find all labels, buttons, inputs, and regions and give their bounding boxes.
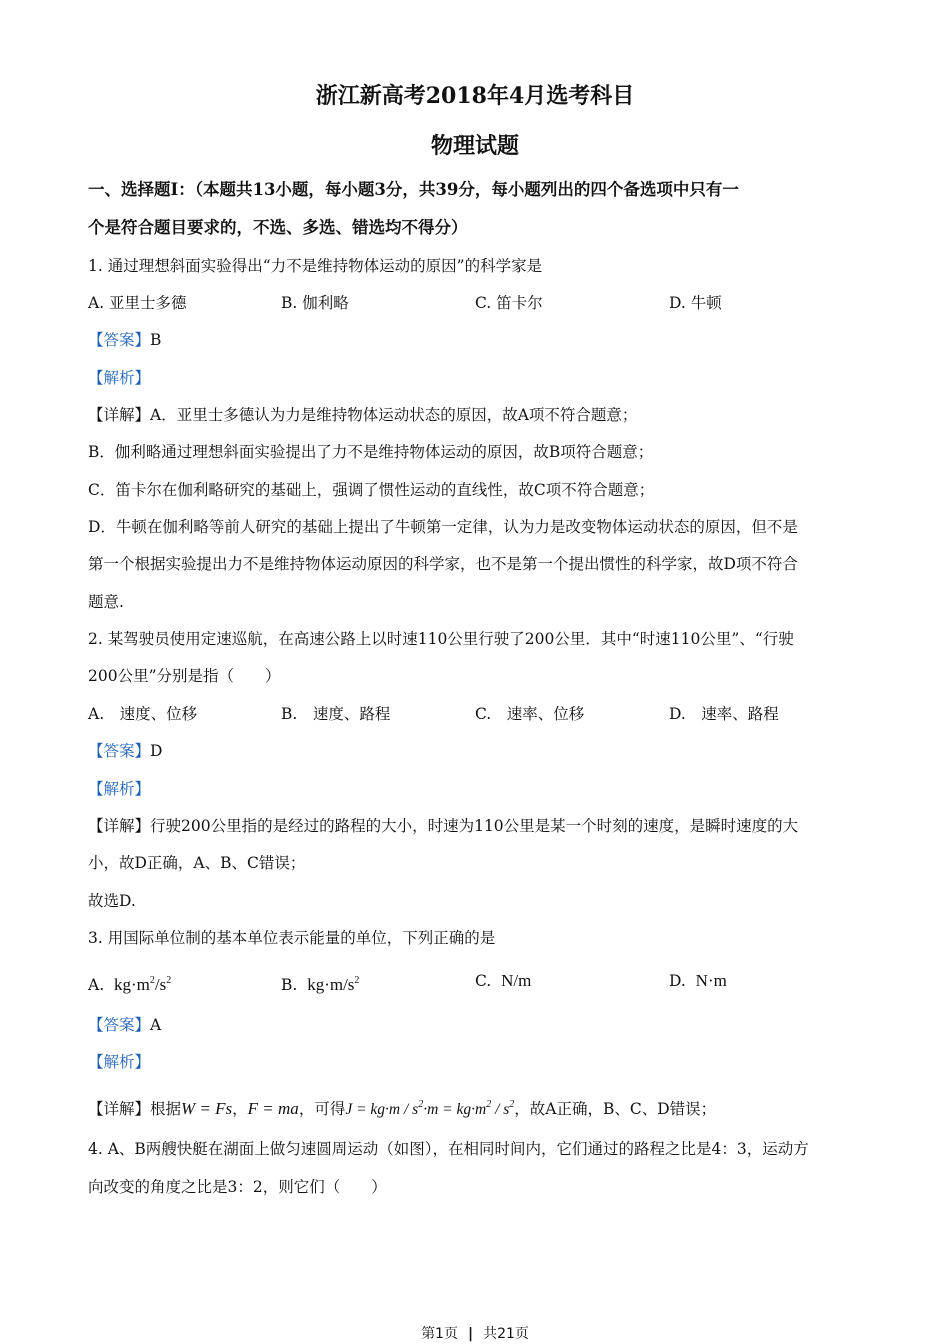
q2-detail-line3: 故选D.	[88, 892, 136, 910]
q3-detail	[88, 1095, 716, 1120]
formula-newton: F = ma	[247, 1099, 299, 1118]
detail-text: ，可得	[298, 1100, 346, 1118]
q3-option-d	[669, 971, 727, 991]
q1-answer-value: B	[150, 331, 162, 349]
unit-expression	[307, 975, 359, 994]
q3-answer-value: A	[150, 1016, 162, 1034]
option-letter: D.	[669, 972, 686, 990]
unit-exponent: 2	[166, 975, 172, 986]
q1-stem: 1. 通过理想斜面实验得出“力不是维持物体运动的原因”的科学家是	[88, 257, 543, 275]
q1-option-a: A. 亚里士多德	[88, 294, 187, 312]
q2-stem-line1: 2. 某驾驶员使用定速巡航，在高速公路上以时速110公里行驶了200公里．其中“时速110公里”、“行驶	[88, 630, 794, 648]
formula-joule	[345, 1101, 514, 1118]
q2-detail-line1: 【详解】行驶200公里指的是经过的路程的大小，时速为110公里是某一个时刻的速度，是瞬时速度的大	[88, 817, 799, 835]
q2-analysis-label: 【解析】	[88, 780, 151, 798]
q4-stem-line1: 4. A、B两艘快艇在湖面上做匀速圆周运动（如图），在相同时间内，它们通过的路程之比是4：3，运动方	[88, 1140, 809, 1158]
option-letter: B.	[281, 976, 298, 994]
q1-detail-1: B．伽利略通过理想斜面实验提出了力不是维持物体运动的原因，故B项符合题意；	[88, 443, 654, 461]
q4-stem-line2: 向改变的角度之比是3：2，则它们（ ）	[88, 1178, 387, 1196]
unit-base: kg·m/s	[307, 975, 355, 994]
detail-text: ，故A正确，B、C、D错误；	[514, 1100, 717, 1118]
unit-base: kg·m	[113, 975, 150, 994]
q3-option-c	[475, 971, 531, 991]
answer-label: 【答案】	[88, 1016, 151, 1034]
q1-detail-2: C．笛卡尔在伽利略研究的基础上，强调了惯性运动的直线性，故C项不符合题意；	[88, 481, 655, 499]
exam-subject: 物理试题	[430, 133, 519, 159]
answer-label: 【答案】	[88, 331, 151, 349]
formula-part: ·m = kg·m	[423, 1101, 487, 1118]
unit-denominator: /s	[154, 975, 167, 994]
q2-stem-line2: 200公里”分别是指（ ）	[88, 667, 281, 685]
q1-detail-4: 第一个根据实验提出力不是维持物体运动原因的科学家，也不是第一个提出惯性的科学家，故D项不符合	[88, 555, 798, 573]
q1-answer-row	[88, 330, 161, 350]
detail-text: ，	[232, 1100, 248, 1118]
q2-answer-value: D	[150, 742, 163, 760]
formula-part: J = kg·m / s	[345, 1101, 419, 1118]
page-number: 第1页	[421, 1326, 458, 1342]
detail-text: 【详解】根据	[88, 1100, 182, 1118]
q3-option-b	[281, 971, 359, 995]
formula-work: W = Fs	[181, 1099, 233, 1118]
q1-detail-0: 【详解】A．亚里士多德认为力是维持物体运动状态的原因，故A项不符合题意；	[88, 406, 638, 424]
unit-expression: N·m	[695, 971, 727, 990]
q1-detail-3: D．牛顿在伽利略等前人研究的基础上提出了牛顿第一定律，认为力是改变物体运动状态的原因，但不是	[88, 518, 798, 536]
formula-exponent: 2	[486, 1099, 492, 1110]
q2-detail-line2: 小，故D正确，A、B、C错误；	[88, 854, 306, 872]
formula-exponent: 2	[418, 1099, 424, 1110]
q2-option-b: B. 速度、路程	[281, 705, 391, 723]
q2-option-c: C. 速率、位移	[475, 705, 585, 723]
footer-separator: |	[467, 1326, 474, 1342]
q1-detail-5: 题意.	[88, 593, 124, 611]
unit-expression: N/m	[501, 971, 532, 990]
q2-answer-row	[88, 741, 162, 761]
q3-answer-row	[88, 1015, 161, 1035]
q2-option-a: A. 速度、位移	[88, 705, 198, 723]
q1-option-b: B. 伽利略	[281, 294, 349, 312]
q2-option-d: D. 速率、路程	[669, 705, 779, 723]
page-footer	[0, 1323, 950, 1343]
unit-exponent: 2	[354, 975, 360, 986]
formula-part: / s	[491, 1101, 510, 1118]
q3-stem: 3. 用国际单位制的基本单位表示能量的单位，下列正确的是	[88, 929, 496, 947]
option-letter: A.	[88, 976, 105, 994]
page-total: 共21页	[483, 1326, 529, 1342]
q3-analysis-label: 【解析】	[88, 1053, 151, 1071]
q1-analysis-label: 【解析】	[88, 369, 151, 387]
formula-exponent: 2	[509, 1099, 515, 1110]
answer-label: 【答案】	[88, 742, 151, 760]
section-heading-line2: 个是符合题目要求的，不选、多选、错选均不得分）	[88, 218, 468, 237]
q1-option-c: C. 笛卡尔	[475, 294, 543, 312]
exam-title: 浙江新高考2018年4月选考科目	[315, 83, 635, 109]
q3-option-a	[88, 971, 171, 995]
unit-exponent: 2	[149, 975, 155, 986]
q1-option-d: D. 牛顿	[669, 294, 722, 312]
option-letter: C.	[475, 972, 492, 990]
section-heading-line1: 一、选择题Ⅰ：（本题共13小题，每小题3分，共39分，每小题列出的四个备选项中只有一	[88, 180, 739, 199]
unit-expression	[114, 975, 171, 994]
